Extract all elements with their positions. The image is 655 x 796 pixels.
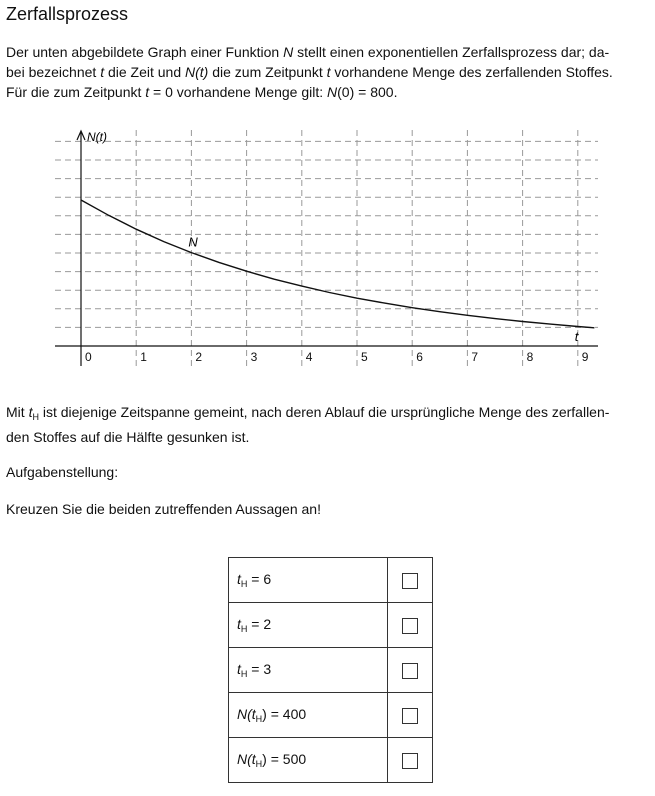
x-tick-labels — [85, 350, 589, 364]
answer-row — [229, 648, 433, 693]
grid — [55, 130, 598, 366]
answer-table — [228, 557, 433, 783]
definition-line-2: den Stoffes auf die Hälfte gesunken ist. — [6, 429, 250, 445]
answer-checkbox-cell — [388, 558, 433, 603]
answer-checkbox-4[interactable] — [402, 708, 418, 724]
y-axis-label: N(t) — [87, 130, 107, 144]
answer-checkbox-cell — [388, 648, 433, 693]
definition-paragraph — [6, 402, 646, 447]
x-tick-label: 9 — [581, 350, 589, 364]
x-tick-label: 0 — [85, 350, 92, 364]
answer-statement: $N(t_H) = 400$ — [229, 693, 388, 738]
x-tick-label: 7 — [471, 350, 479, 364]
answer-checkbox-1[interactable] — [402, 573, 418, 589]
task-heading: Aufgabenstellung: — [6, 464, 119, 480]
answer-statement: $N(t_H) = 500$ — [229, 738, 388, 783]
answer-checkbox-2[interactable] — [402, 618, 418, 634]
x-tick-label: 6 — [416, 350, 423, 364]
answer-row — [229, 558, 433, 603]
intro-line-3: Für die zum Zeitpunkt t = 0 vorhandene Menge gilt: N(0) = 800. — [6, 84, 398, 100]
x-tick-label: 5 — [361, 350, 368, 364]
answer-checkbox-cell — [388, 603, 433, 648]
answer-checkbox-5[interactable] — [402, 753, 418, 769]
intro-line-1: Der unten abgebildete Graph einer Funktion N stellt einen exponentiellen Zerfallsprozess dar; da- — [6, 44, 610, 60]
answer-statement: $t_H = 2$ — [229, 603, 388, 648]
answer-row — [229, 603, 433, 648]
decay-graph — [0, 120, 655, 375]
answer-checkbox-3[interactable] — [402, 663, 418, 679]
x-tick-label: 1 — [140, 350, 147, 364]
x-tick-label: 3 — [250, 350, 258, 364]
intro-line-2: bei bezeichnet t die Zeit und N(t) die zum Zeitpunkt t vorhandene Menge des zerfallenden Stoffes. — [6, 64, 613, 80]
intro-paragraph — [6, 42, 646, 102]
curve-label: N — [188, 234, 198, 250]
page-title: Zerfallsprozess — [6, 4, 129, 24]
answer-row — [229, 738, 433, 783]
answer-statement: $t_H = 6$ — [229, 558, 388, 603]
x-tick-label: 8 — [526, 350, 534, 364]
x-tick-label: 4 — [305, 350, 313, 364]
answer-statement: $t_H = 3$ — [229, 648, 388, 693]
task-instruction: Kreuzen Sie die beiden zutreffenden Aussagen an! — [6, 501, 321, 517]
answer-checkbox-cell — [388, 738, 433, 783]
x-tick-label: 2 — [195, 350, 203, 364]
answer-checkbox-cell — [388, 693, 433, 738]
answer-row — [229, 693, 433, 738]
definition-line-1: Mit $t_H$ ist diejenige Zeitspanne gemeint, nach deren Ablauf die ursprüngliche Menge des zerfallen- — [6, 404, 610, 422]
x-axis-label: t — [574, 329, 579, 344]
